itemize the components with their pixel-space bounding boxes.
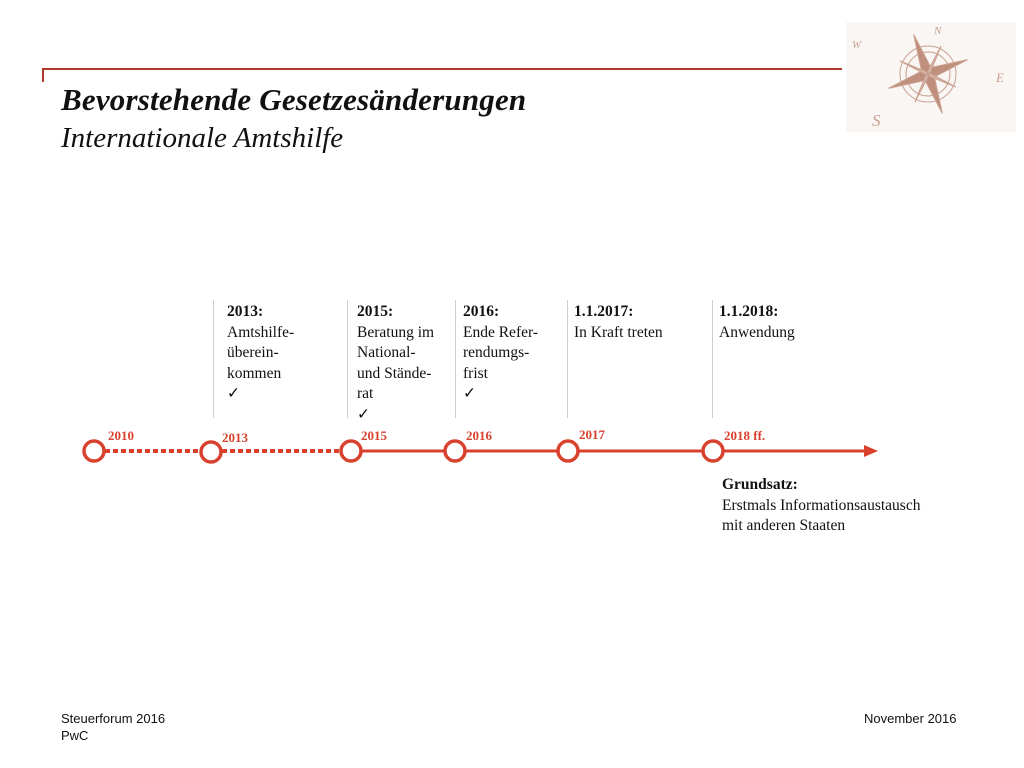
milestone-line: und Stände- — [357, 364, 432, 382]
page-title: Bevorstehende Gesetzesänderungen — [61, 82, 527, 117]
milestone-heading: 2016: — [463, 303, 500, 320]
page-subtitle: Internationale Amtshilfe — [61, 122, 344, 154]
milestone-line: In Kraft treten — [574, 323, 663, 341]
timeline-node-2018 — [703, 441, 723, 461]
year-label-2018: 2018 ff. — [724, 428, 766, 443]
milestone-line: rendumgs- — [463, 344, 530, 361]
milestone-heading: 2013: — [227, 303, 264, 320]
timeline-node-2015 — [341, 441, 361, 461]
year-label-2010: 2010 — [108, 428, 134, 443]
milestone-line: Ende Refer- — [463, 323, 538, 341]
timeline-node-2017 — [558, 441, 578, 461]
compass-north-label: N — [934, 25, 942, 37]
principle-line: mit anderen Staaten — [722, 517, 846, 534]
compass-south-label: S — [872, 111, 881, 130]
milestone-heading: 1.1.2018: — [719, 303, 779, 320]
timeline-node-2013 — [201, 442, 221, 462]
principle-note — [722, 475, 920, 537]
footer-date: November 2016 — [864, 711, 957, 726]
year-label-2013: 2013 — [222, 430, 248, 445]
milestone-line: überein- — [227, 344, 279, 361]
milestone-line: frist — [463, 364, 488, 382]
compass-east-label: E — [996, 70, 1004, 85]
footer-event: Steuerforum 2016 — [61, 711, 166, 726]
compass-west-label: W — [852, 39, 862, 51]
milestone-heading: 2015: — [357, 303, 394, 320]
milestone-line: National- — [357, 344, 416, 361]
principle-line: Erstmals Informationsaustausch — [722, 496, 921, 514]
milestone-line: Amtshilfe- — [227, 323, 295, 341]
milestone-heading: 1.1.2017: — [574, 303, 634, 320]
year-label-2016: 2016 — [466, 428, 492, 443]
timeline-node-2016 — [445, 441, 465, 461]
principle-heading: Grundsatz: — [722, 476, 798, 493]
check-icon: ✓ — [357, 405, 370, 423]
footer-company: PwC — [61, 728, 89, 743]
check-icon: ✓ — [463, 385, 476, 402]
milestone-line: rat — [357, 385, 374, 402]
timeline-node-2010 — [84, 441, 104, 461]
milestone-line: kommen — [227, 364, 282, 382]
milestone-line: Anwendung — [719, 323, 795, 341]
milestone-line: Beratung im — [357, 323, 435, 341]
year-label-2015: 2015 — [361, 428, 387, 443]
timeline-arrow-head — [864, 445, 878, 457]
check-icon: ✓ — [227, 385, 240, 402]
year-label-2017: 2017 — [579, 427, 605, 442]
